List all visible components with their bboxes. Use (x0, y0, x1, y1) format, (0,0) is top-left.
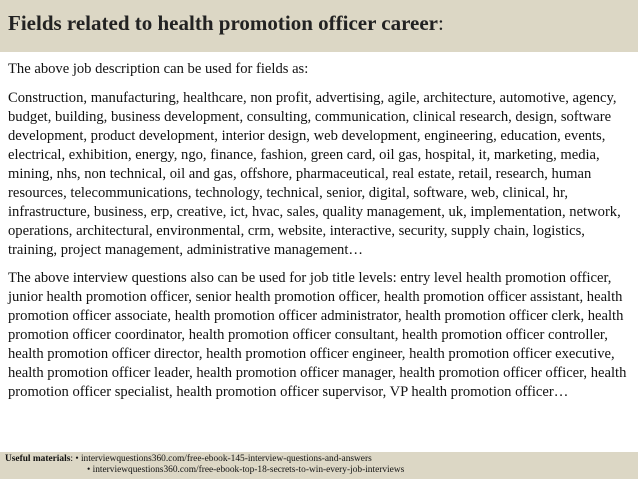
title-bar (0, 0, 638, 52)
footer-link-ebook-top-18[interactable]: • interviewquestions360.com/free-ebook-top-18-secrets-to-win-every-job-interviews (87, 465, 405, 475)
footer-bar (0, 452, 638, 479)
footer-label: Useful materials (5, 454, 71, 464)
slide-title-colon: : (438, 11, 444, 35)
intro-text: The above job description can be used for fields as: (8, 61, 309, 77)
fields-paragraph: Construction, manufacturing, healthcare, non profit, advertising, agile, architecture, automotive, agency, budget, building, business development, consulting, communication, clinical research, design, software development, product development, interior design, web development, engineering, education, events, electrical, exhibition, energy, ngo, finance, fashion, green card, oil gas, hospital, it, marketing, media, mining, nhs, non technical, oil and gas, offshore, pharmaceutical, real estate, retail, research, human resources, telecommunications, technology, technical, senior, digital, software, web, clinical, hr, infrastructure, business, erp, creative, ict, hvac, sales, quality management, uk, implementation, network, operations, architectural, environmental, crm, website, interactive, security, supply chain, logistics, training, project management, administrative management… (8, 90, 621, 258)
footer-row-2 (5, 465, 638, 476)
footer-link-ebook-145[interactable]: • interviewquestions360.com/free-ebook-145-interview-questions-and-answers (75, 454, 372, 464)
job-levels-paragraph: The above interview questions also can be used for job title levels: entry level health promotion officer, junior health promotion officer, senior health promotion officer, health promotion officer assistant, health promotion officer associate, health promotion officer administrator, health promotion officer clerk, health promotion officer coordinator, health promotion officer consultant, health promotion officer controller, health promotion officer director, health promotion officer engineer, health promotion officer executive, health promotion officer leader, health promotion officer manager, health promotion officer officer, health promotion officer specialist, health promotion officer supervisor, VP health promotion officer… (8, 270, 627, 400)
slide-title: Fields related to health promotion officer career (8, 11, 439, 35)
slide-content (8, 60, 634, 411)
footer-separator: : (70, 454, 73, 464)
footer-row-1 (5, 454, 638, 465)
